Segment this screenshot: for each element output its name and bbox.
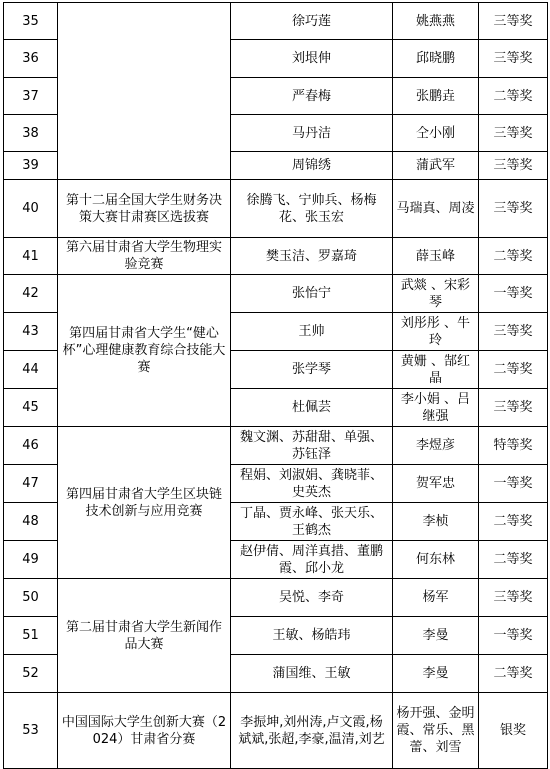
row-number: 38	[4, 115, 58, 152]
row-number: 37	[4, 78, 58, 115]
award-level: 三等奖	[479, 152, 548, 180]
award-level: 三等奖	[479, 3, 548, 40]
row-number: 53	[4, 693, 58, 769]
row-number: 35	[4, 3, 58, 40]
student-names: 吴悦、李奇	[231, 579, 393, 617]
advisor-names: 李曼	[393, 617, 479, 655]
award-level: 三等奖	[479, 40, 548, 78]
row-number: 51	[4, 617, 58, 655]
advisor-names: 马瑞真、周凌	[393, 180, 479, 238]
competition-name: 第二届甘肃省大学生新闻作品大赛	[58, 579, 231, 693]
competition-name: 第六届甘肃省大学生物理实验竞赛	[58, 238, 231, 275]
competition-name: 第十二届全国大学生财务决策大赛甘肃赛区选拔赛	[58, 180, 231, 238]
student-names: 周锦绣	[231, 152, 393, 180]
advisor-names: 黄姗 、郜红晶	[393, 351, 479, 389]
competition-name: 中国国际大学生创新大赛（2024）甘肃省分赛	[58, 693, 231, 769]
award-level: 银奖	[479, 693, 548, 769]
student-names: 樊玉洁、罗嘉琦	[231, 238, 393, 275]
award-level: 二等奖	[479, 655, 548, 693]
table-row	[4, 3, 548, 40]
row-number: 52	[4, 655, 58, 693]
row-number: 44	[4, 351, 58, 389]
row-number: 47	[4, 465, 58, 503]
award-level: 三等奖	[479, 579, 548, 617]
student-names: 张怡宁	[231, 275, 393, 313]
student-names: 马丹洁	[231, 115, 393, 152]
awards-table	[3, 2, 548, 769]
student-names: 徐巧莲	[231, 3, 393, 40]
advisor-names: 李桢	[393, 503, 479, 541]
student-names: 魏文渊、苏甜甜、单强、苏钰泽	[231, 427, 393, 465]
table-row	[4, 238, 548, 275]
student-names: 王敏、杨皓玮	[231, 617, 393, 655]
advisor-names: 武燚 、宋彩琴	[393, 275, 479, 313]
advisor-names: 刘彤彤 、牛玲	[393, 313, 479, 351]
advisor-names: 李曼	[393, 655, 479, 693]
row-number: 39	[4, 152, 58, 180]
row-number: 50	[4, 579, 58, 617]
award-level: 三等奖	[479, 115, 548, 152]
table-row	[4, 275, 548, 313]
student-names: 丁晶、贾永峰、张天乐、王鹤杰	[231, 503, 393, 541]
award-level: 二等奖	[479, 78, 548, 115]
student-names: 蒲国维、王敏	[231, 655, 393, 693]
competition-name	[58, 3, 231, 180]
row-number: 42	[4, 275, 58, 313]
advisor-names: 仝小刚	[393, 115, 479, 152]
competition-name: 第四届甘肃省大学生“健心杯”心理健康教育综合技能大赛	[58, 275, 231, 427]
advisor-names: 张鹏垚	[393, 78, 479, 115]
advisor-names: 薛玉峰	[393, 238, 479, 275]
award-level: 一等奖	[479, 465, 548, 503]
student-names: 杜佩芸	[231, 389, 393, 427]
row-number: 45	[4, 389, 58, 427]
student-names: 李振坤,刘州涛,卢文霞,杨斌斌,张超,李豪,温清,刘艺	[231, 693, 393, 769]
table-row	[4, 180, 548, 238]
student-names: 严春梅	[231, 78, 393, 115]
advisor-names: 杨军	[393, 579, 479, 617]
advisor-names: 姚燕燕	[393, 3, 479, 40]
award-level: 二等奖	[479, 541, 548, 579]
competition-name: 第四届甘肃省大学生区块链技术创新与应用竞赛	[58, 427, 231, 579]
student-names: 王帅	[231, 313, 393, 351]
row-number: 36	[4, 40, 58, 78]
student-names: 张学琴	[231, 351, 393, 389]
advisor-names: 杨开强、金明霞、常乐、黑蕾、刘雪	[393, 693, 479, 769]
advisor-names: 何东林	[393, 541, 479, 579]
row-number: 48	[4, 503, 58, 541]
table-row	[4, 693, 548, 769]
award-level: 三等奖	[479, 313, 548, 351]
student-names: 赵伊倩、周洋真措、董鹏霞、邱小龙	[231, 541, 393, 579]
student-names: 徐腾飞、宁帅兵、杨梅花、张玉宏	[231, 180, 393, 238]
award-level: 二等奖	[479, 351, 548, 389]
award-level: 二等奖	[479, 238, 548, 275]
award-level: 二等奖	[479, 503, 548, 541]
row-number: 41	[4, 238, 58, 275]
award-level: 特等奖	[479, 427, 548, 465]
student-names: 程娟、刘淑娟、龚晓菲、史英杰	[231, 465, 393, 503]
row-number: 43	[4, 313, 58, 351]
table-row	[4, 427, 548, 465]
table-row	[4, 579, 548, 617]
advisor-names: 贺军忠	[393, 465, 479, 503]
row-number: 49	[4, 541, 58, 579]
row-number: 40	[4, 180, 58, 238]
advisor-names: 李煜彦	[393, 427, 479, 465]
award-level: 三等奖	[479, 389, 548, 427]
advisor-names: 邱晓鹏	[393, 40, 479, 78]
student-names: 刘垠伸	[231, 40, 393, 78]
advisor-names: 蒲武军	[393, 152, 479, 180]
advisor-names: 李小娟 、吕继强	[393, 389, 479, 427]
award-level: 三等奖	[479, 180, 548, 238]
award-level: 一等奖	[479, 617, 548, 655]
award-level: 一等奖	[479, 275, 548, 313]
row-number: 46	[4, 427, 58, 465]
